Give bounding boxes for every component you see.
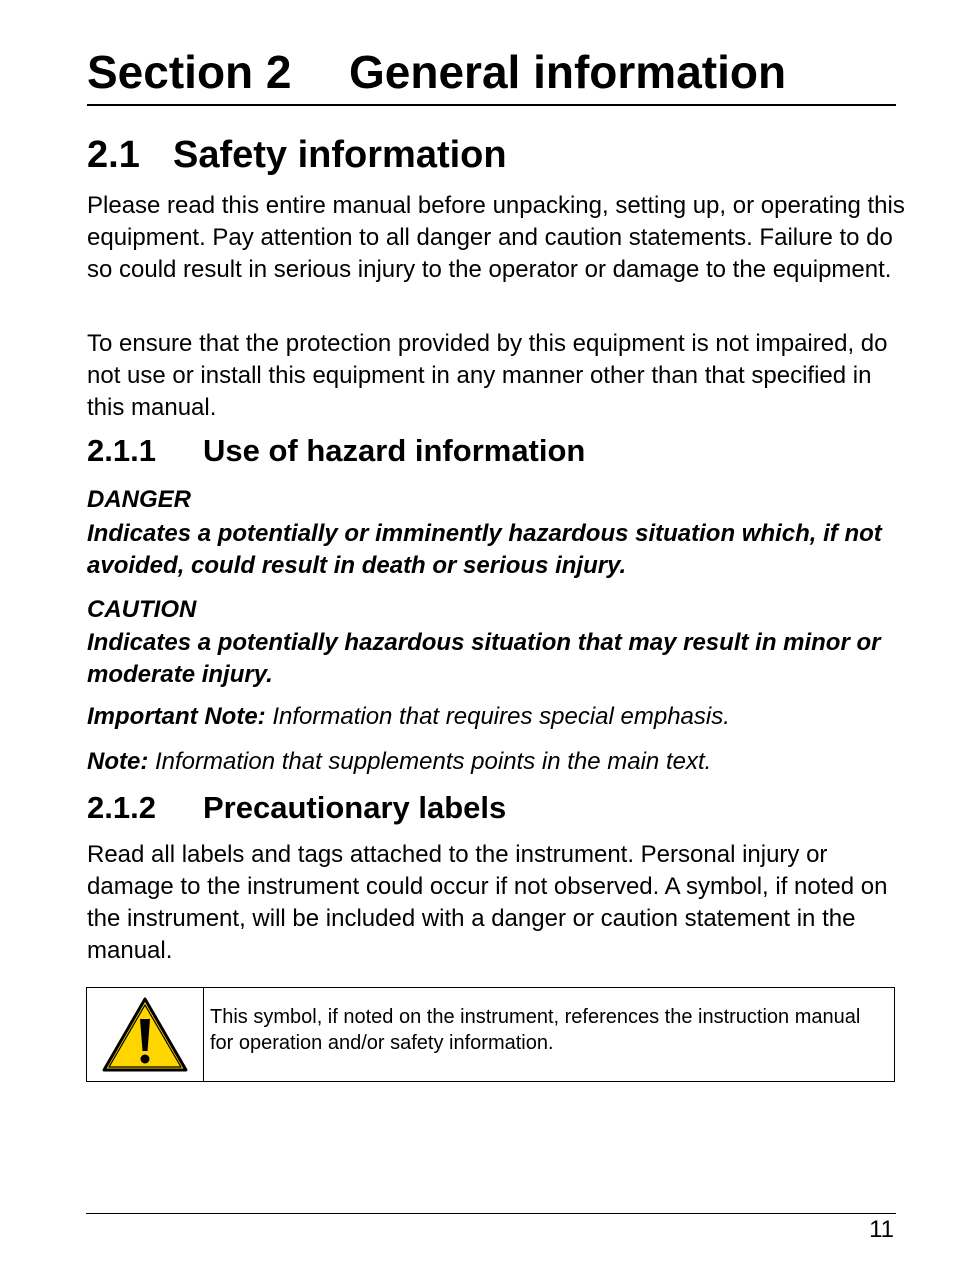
safety-paragraph-2: To ensure that the protection provided by this equipment is not impaired, do not use or install this equipment in any manner other than that specified in this manual. [87, 330, 888, 421]
page-number: 11 [869, 1216, 894, 1243]
warning-triangle-icon [100, 995, 190, 1075]
section-title: General information [349, 46, 787, 98]
section-heading [87, 42, 786, 102]
symbol-cell [87, 988, 204, 1081]
subsection-heading [87, 129, 507, 181]
labels-title: Precautionary labels [203, 790, 507, 825]
note [87, 746, 907, 778]
hazard-heading [87, 431, 585, 471]
danger-text: Indicates a potentially or imminently hazardous situation which, if not avoided, could result in death or serious injury. [87, 520, 882, 579]
important-note-text: Information that requires special emphasis. [272, 703, 730, 730]
note-label: Note: [87, 748, 149, 775]
important-note-label: Important Note: [87, 703, 266, 730]
hazard-title: Use of hazard information [203, 433, 586, 468]
safety-paragraph-1: Please read this entire manual before unpacking, setting up, or operating this equipment. Pay attention to all danger and caution statements. Failure to do so could result in serious injury to the operator or damage to the equipment. [87, 192, 905, 283]
symbol-description: This symbol, if noted on the instrument, references the instruction manual for operation and/or safety information. [210, 1006, 861, 1054]
section-rule [87, 104, 896, 106]
footer-rule [86, 1213, 896, 1214]
section-number: Section 2 [87, 46, 292, 98]
note-text: Information that supplements points in the main text. [155, 748, 712, 775]
labels-paragraph: Read all labels and tags attached to the instrument. Personal injury or damage to the instrument could occur if not observed. A symbol, if noted on the instrument, will be included with a danger or caution statement in the manual. [87, 841, 888, 964]
subsection-number: 2.1 [87, 134, 140, 176]
important-note [87, 701, 907, 733]
subsection-title: Safety information [173, 134, 507, 176]
danger-label: DANGER [87, 486, 192, 513]
labels-heading [87, 788, 506, 828]
hazard-number: 2.1.1 [87, 433, 156, 468]
caution-label: CAUTION [87, 596, 197, 623]
symbol-table [86, 987, 895, 1082]
labels-number: 2.1.2 [87, 790, 156, 825]
caution-text: Indicates a potentially hazardous situation that may result in minor or moderate injury. [87, 629, 881, 688]
